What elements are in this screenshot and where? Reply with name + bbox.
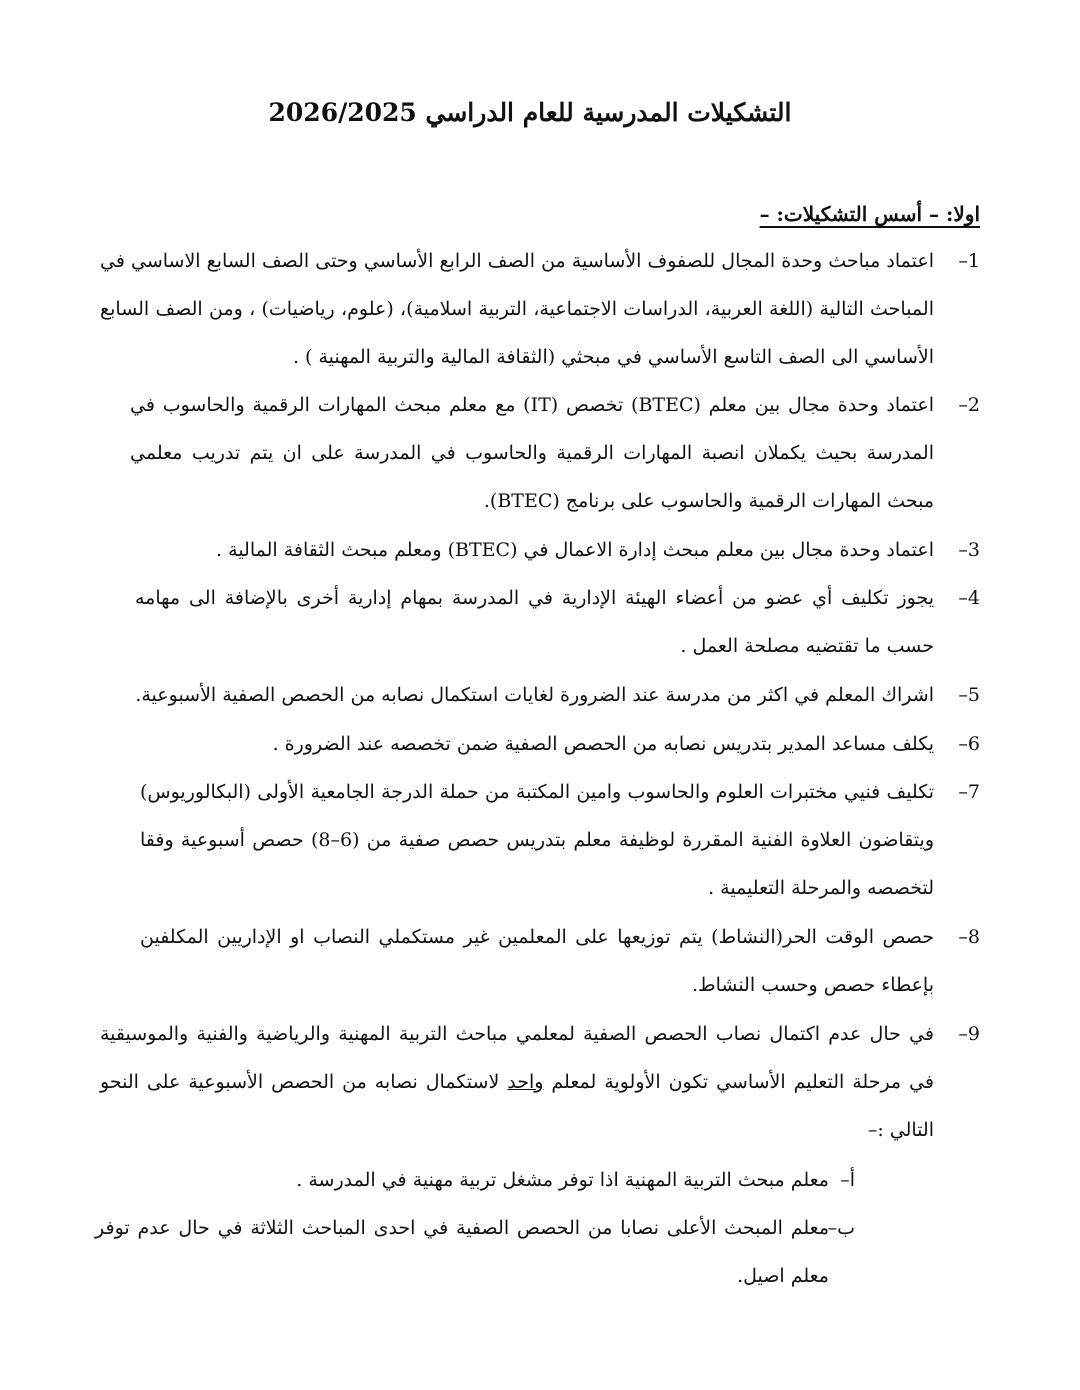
item-text: اعتماد وحدة مجال بين معلم (BTEC) تخصص (IT) مع معلم مبحث المهارات الرقمية والحاسوب في المدرسة بحيث يكملان انصبة المهارات الرقمية والحاسوب في المدرسة على ان يتم تدريب معلمي مبحث المهارات الرقمية والحاسوب على برنامج (BTEC).	[130, 394, 935, 512]
item-number: 3–	[958, 539, 980, 561]
item-text: اعتماد وحدة مجال بين معلم مبحث إدارة الاعمال في (BTEC) ومعلم مبحث الثقافة المالية .	[216, 539, 934, 561]
item-number: 4–	[958, 587, 980, 609]
list-item	[130, 381, 980, 525]
item-text: تكليف فنيي مختبرات العلوم والحاسوب وامين المكتبة من حملة الدرجة الجامعية الأولى (البكالوريوس) ويتقاضون العلاوة الفنية المقررة لوظيفة معلم بتدريس حصص صفية من (6–8) حصص أسبوعية وفقا لتخصصه والمرحلة التعليمية .	[140, 781, 934, 899]
list-item	[135, 574, 980, 670]
list-item	[100, 1010, 980, 1154]
item-text: يجوز تكليف أي عضو من أعضاء الهيئة الإدارية في المدرسة بمهام إدارية أخرى بالإضافة الى مهامه حسب ما تقتضيه مصلحة العمل .	[135, 587, 934, 657]
item-number: 2–	[958, 394, 980, 416]
list-item	[120, 526, 980, 574]
list-item	[140, 768, 980, 912]
item-text: حصص الوقت الحر(النشاط) يتم توزيعها على المعلمين غير مستكملي النصاب او الإداريين المكلفين بإعطاء حصص وحسب النشاط.	[140, 926, 934, 996]
sub-list-item	[255, 1156, 855, 1204]
item-text-part: لاستكمال نصابه من الحصص الأسبوعية على النحو التالي :–	[100, 1071, 934, 1141]
list-item	[100, 237, 980, 381]
page-title: التشكيلات المدرسية للعام الدراسي 2026/2025	[268, 98, 792, 127]
item-text	[100, 1010, 980, 1154]
list-item	[100, 720, 980, 768]
item-text: اشراك المعلم في اكثر من مدرسة عند الضرورة لغايات استكمال نصابه من الحصص الصفية الأسبوعية.	[135, 684, 934, 706]
underlined-word: واحد	[507, 1071, 544, 1093]
item-number: 5–	[958, 684, 980, 706]
sub-list-item	[95, 1204, 855, 1300]
sub-item-text: معلم مبحث التربية المهنية اذا توفر مشغل تربية مهنية في المدرسة .	[296, 1169, 829, 1191]
section-heading: اولا: – أسس التشكيلات: –	[759, 202, 980, 226]
item-number: 7–	[958, 781, 980, 803]
list-item	[100, 671, 980, 719]
list-item	[140, 913, 980, 1009]
item-number: 1–	[958, 250, 980, 272]
item-number: 8–	[958, 926, 980, 948]
sub-item-text: معلم المبحث الأعلى نصابا من الحصص الصفية في احدى المباحث الثلاثة في حال عدم توفر معلم اصيل.	[95, 1217, 829, 1287]
item-number: 9–	[958, 1023, 980, 1045]
item-number: 6–	[958, 733, 980, 755]
item-text: يكلف مساعد المدير بتدريس نصابه من الحصص الصفية ضمن تخصصه عند الضرورة .	[272, 733, 934, 755]
item-text-part: في حال عدم اكتمال نصاب الحصص الصفية لمعلمي مباحث التربية المهنية والرياضية والفنية والموسيقية في مرحلة التعليم الأساسي تكون الأولوية لمعلم	[100, 1023, 934, 1093]
sub-item-label: ب–	[827, 1217, 855, 1239]
sub-item-label: أ–	[840, 1169, 855, 1191]
item-text: اعتماد مباحث وحدة المجال للصفوف الأساسية من الصف الرابع الأساسي وحتى الصف السابع الاساسي في المباحث التالية (اللغة العربية، الدراسات الاجتماعية، التربية اسلامية)، (علوم، رياضيات) ، ومن الصف السابع الأساسي الى الصف التاسع الأساسي في مبحثي (الثقافة المالية والتربية المهنية ) .	[100, 250, 934, 368]
